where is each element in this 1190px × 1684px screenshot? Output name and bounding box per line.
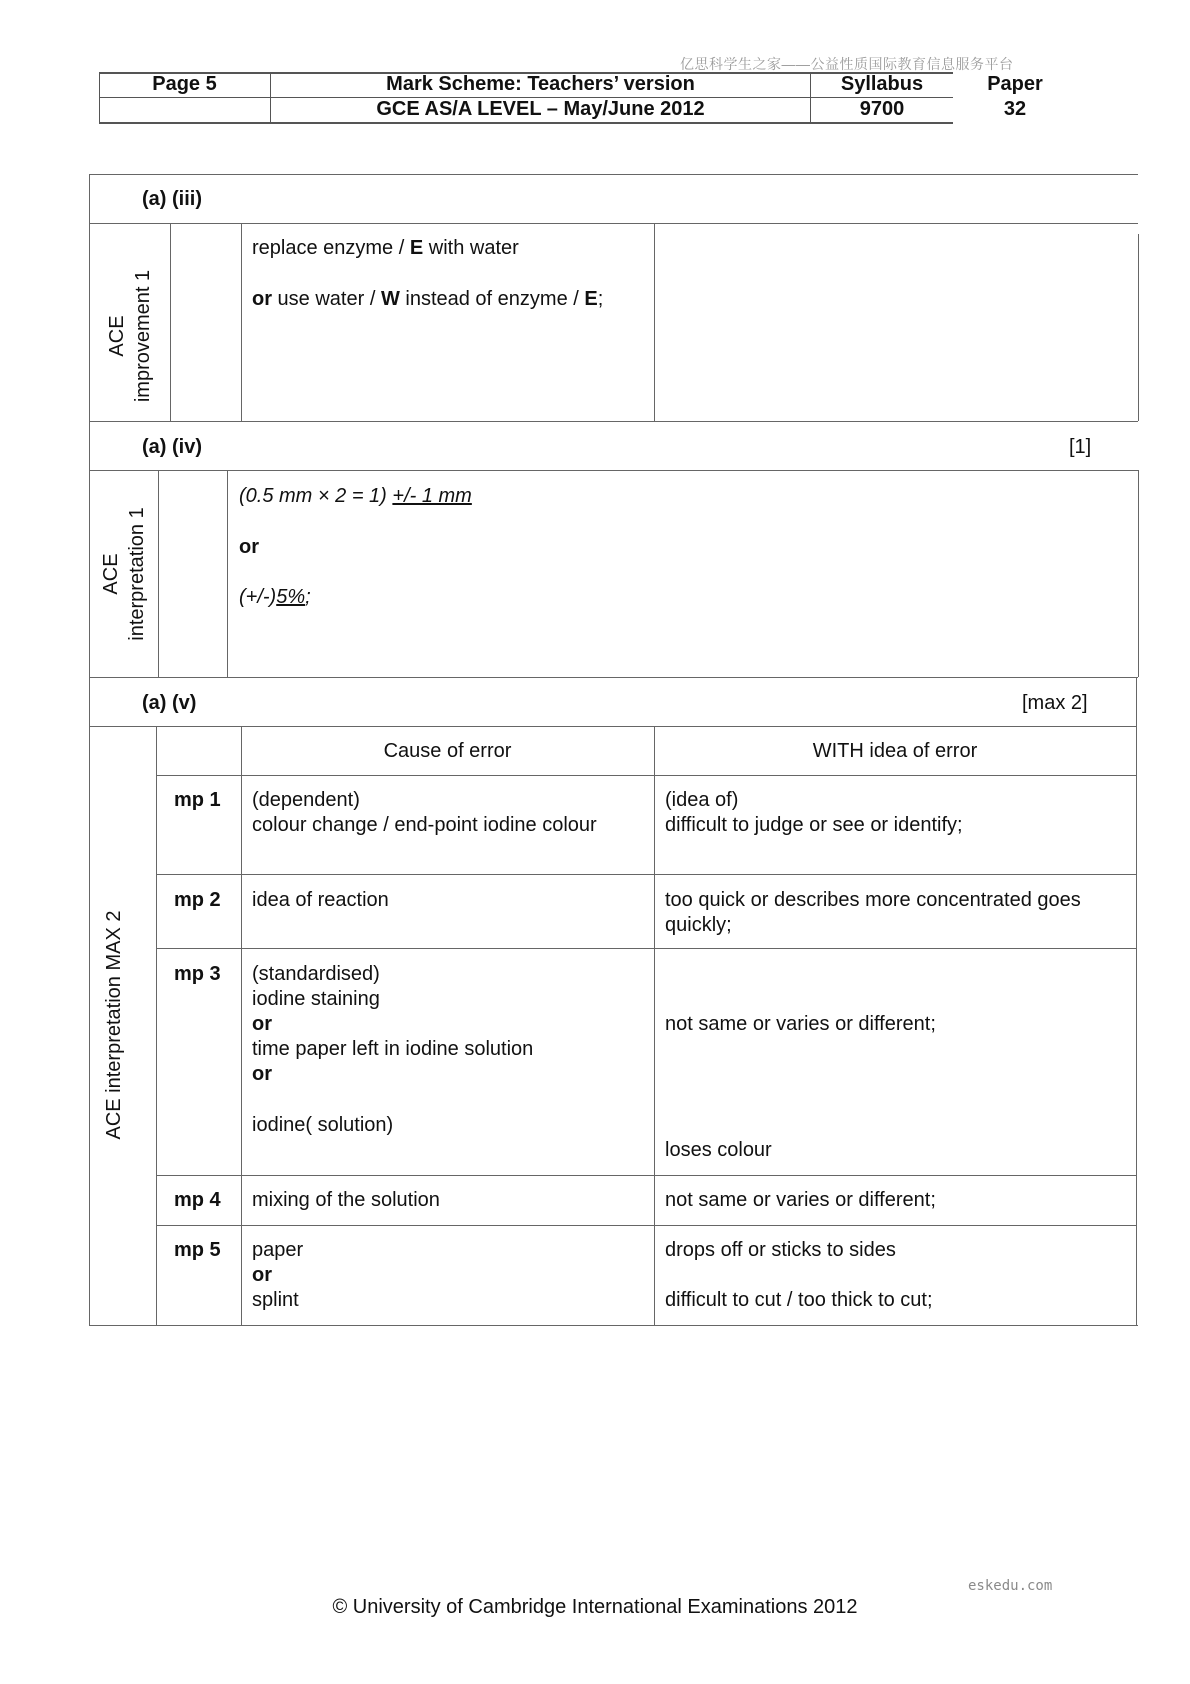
cause-text: colour change / end-point iodine colour <box>252 814 597 836</box>
cause-text: (dependent) <box>252 789 360 811</box>
watermark-top: 亿思科学生之家——公益性质国际教育信息服务平台 <box>680 56 1014 72</box>
cause-text: mixing of the solution <box>252 1189 440 1211</box>
section-a-iv-label: (a) (iv) <box>142 436 202 458</box>
cause-text: time paper left in iodine solution <box>252 1038 534 1060</box>
section-a-v-label: (a) (v) <box>142 692 197 714</box>
cause-text: (standardised) <box>252 963 380 985</box>
cause-text: iodine staining <box>252 988 380 1010</box>
with-text: loses colour <box>665 1139 772 1161</box>
column-header-with: WITH idea of error <box>812 740 978 762</box>
with-text: (idea of) <box>665 789 739 811</box>
cause-or: or <box>252 1264 272 1286</box>
with-text: too quick or describes more concentrated goes <box>665 889 1081 911</box>
cause-text: splint <box>252 1289 299 1311</box>
with-text: not same or varies or different; <box>665 1013 936 1035</box>
answer-tolerance: (0.5 mm × 2 = 1) +/- 1 mm <box>239 485 472 507</box>
header-table <box>99 72 953 124</box>
answer-line-1: replace enzyme / E with water <box>252 237 519 259</box>
side-label-improvement: ACE improvement 1 <box>106 269 154 403</box>
syllabus-value: 9700 <box>859 98 905 120</box>
cause-or: or <box>252 1013 272 1035</box>
with-text: drops off or sticks to sides <box>665 1239 896 1261</box>
answer-percent: (+/-)5%; <box>239 586 311 608</box>
mp-label: mp 3 <box>174 963 221 985</box>
page-number: Page 5 <box>152 73 217 95</box>
with-text: quickly; <box>665 914 732 936</box>
side-label-interpretation-max: ACE interpretation MAX 2 <box>103 910 125 1140</box>
cause-text: iodine( solution) <box>252 1114 394 1136</box>
cause-text: paper <box>252 1239 304 1261</box>
marks-a-v: [max 2] <box>1022 692 1088 714</box>
mp-label: mp 2 <box>174 889 221 911</box>
page-title: Mark Scheme: Teachers’ version <box>386 73 695 95</box>
mp-label: mp 4 <box>174 1189 221 1211</box>
mp-label: mp 1 <box>174 789 221 811</box>
mp-label: mp 5 <box>174 1239 221 1261</box>
section-a-iii-label: (a) (iii) <box>142 188 202 210</box>
watermark-bottom: eskedu.com <box>968 1578 1053 1594</box>
page-subtitle: GCE AS/A LEVEL – May/June 2012 <box>376 98 705 120</box>
cause-or: or <box>252 1063 272 1085</box>
syllabus-label: Syllabus <box>840 73 924 95</box>
with-text: not same or varies or different; <box>665 1189 936 1211</box>
answer-line-2: or use water / W instead of enzyme / E; <box>252 288 604 310</box>
paper-label: Paper <box>987 73 1043 95</box>
with-text: difficult to judge or see or identify; <box>665 814 963 836</box>
marks-a-iv: [1] <box>1069 436 1092 458</box>
cause-text: idea of reaction <box>252 889 389 911</box>
paper-value: 32 <box>1003 98 1027 120</box>
with-text: difficult to cut / too thick to cut; <box>665 1289 933 1311</box>
copyright-footer: © University of Cambridge International Examinations 2012 <box>332 1596 858 1618</box>
column-header-cause: Cause of error <box>383 740 512 762</box>
answer-or: or <box>239 536 259 558</box>
side-label-interpretation: ACE interpretation 1 <box>100 507 148 641</box>
